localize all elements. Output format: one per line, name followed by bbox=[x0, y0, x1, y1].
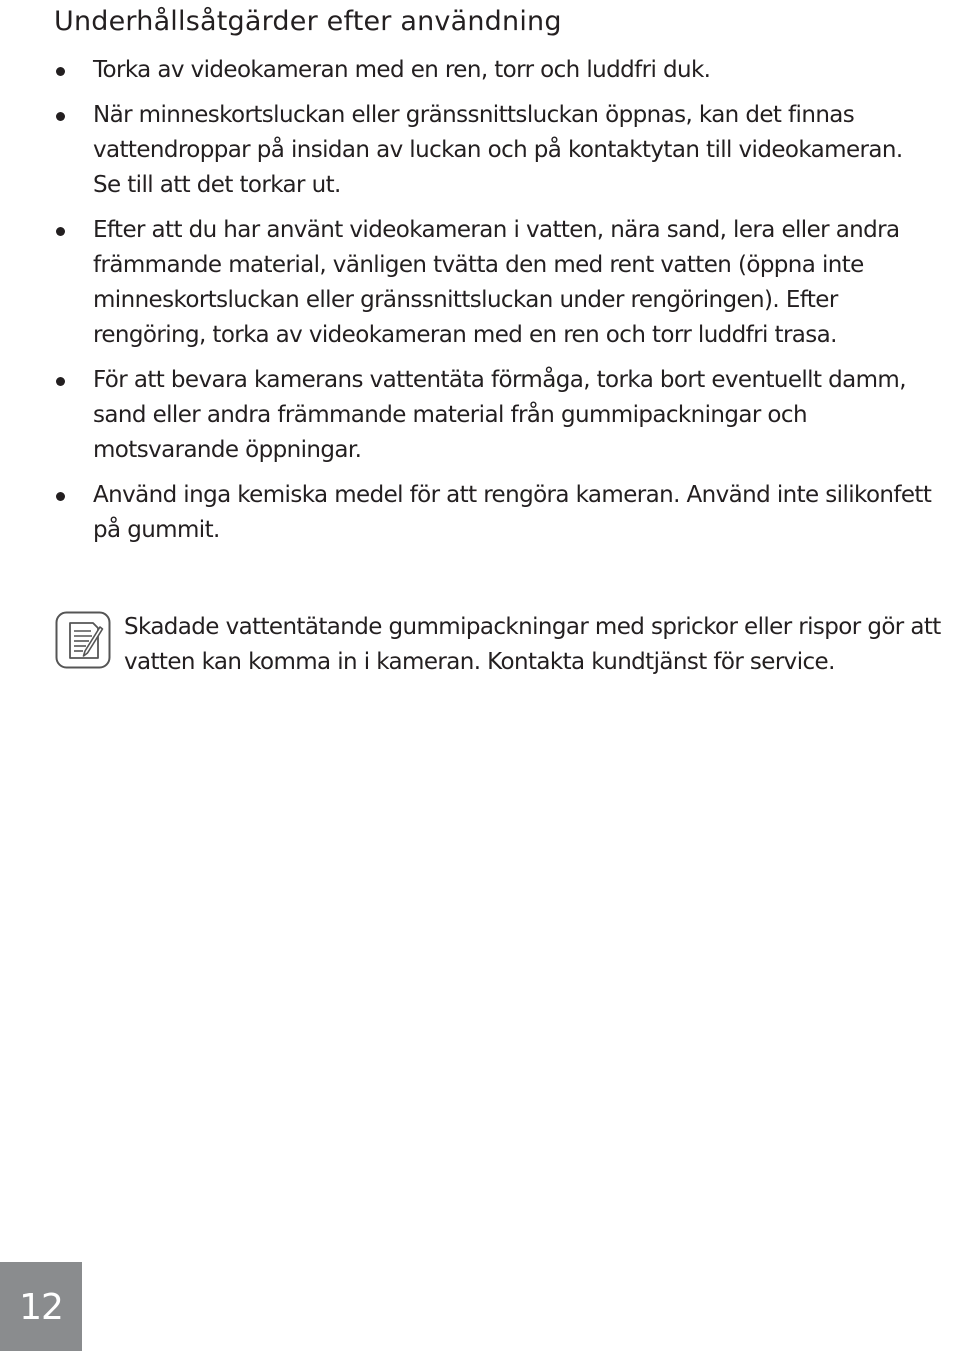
list-item bbox=[52, 478, 932, 548]
note-icon bbox=[55, 611, 111, 669]
list-item bbox=[52, 98, 932, 203]
bullet-icon bbox=[56, 227, 65, 236]
list-item-text: Torka av videokameran med en ren, torr och luddfri duk. bbox=[93, 57, 711, 83]
list-item bbox=[52, 53, 932, 88]
bullet-icon bbox=[56, 112, 65, 121]
list-item bbox=[52, 363, 932, 468]
bullet-icon bbox=[56, 377, 65, 386]
page-number-badge bbox=[0, 1262, 82, 1351]
list-item-text: Efter att du har använt videokameran i vatten, nära sand, lera eller andra främmande material, vänligen tvätta den med rent vatten (öppna inte minneskortsluckan eller gränssnittsluckan under rengöringen). Efter rengöring, torka av videokameran med en ren och torr luddfri trasa. bbox=[93, 217, 900, 348]
bullet-icon bbox=[56, 492, 65, 501]
bullet-icon bbox=[56, 67, 65, 76]
list-item-text: För att bevara kamerans vattentäta förmåga, torka bort eventuellt damm, sand eller andra främmande material från gummipackningar och motsvarande öppningar. bbox=[93, 367, 906, 463]
list-item-text: Använd inga kemiska medel för att rengöra kameran. Använd inte silikonfett på gummit. bbox=[93, 482, 932, 543]
list-item-text: När minneskortsluckan eller gränssnittsluckan öppnas, kan det finnas vattendroppar på insidan av luckan och på kontaktytan till videokameran. Se till att det torkar ut. bbox=[93, 102, 903, 198]
list-item bbox=[52, 213, 932, 353]
section-heading: Underhållsåtgärder efter användning bbox=[54, 6, 562, 37]
maintenance-list bbox=[52, 53, 932, 558]
note-text: Skadade vattentätande gummipackningar med sprickor eller rispor gör att vatten kan komma in i kameran. Kontakta kundtjänst för service. bbox=[124, 614, 941, 675]
page-number: 12 bbox=[19, 1287, 63, 1328]
